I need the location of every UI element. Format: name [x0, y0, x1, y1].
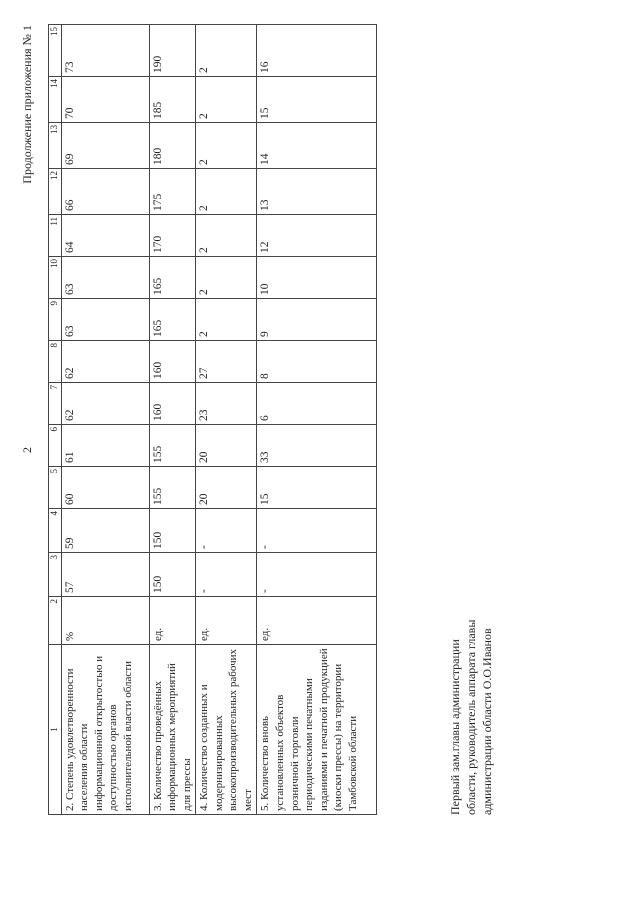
column-number: 10 [49, 257, 62, 299]
indicator-value: 59 [61, 509, 149, 553]
column-number-row [49, 25, 62, 815]
indicator-value: 185 [149, 77, 196, 123]
page-number: 2 [20, 447, 34, 453]
indicator-value: 190 [149, 25, 196, 77]
table-row [149, 25, 196, 815]
indicator-unit: ед. [196, 597, 257, 645]
indicator-value: 16 [257, 25, 377, 77]
column-number: 11 [49, 215, 62, 257]
indicator-unit: ед. [257, 597, 377, 645]
indicator-value: 155 [149, 467, 196, 509]
indicator-value: 66 [61, 169, 149, 215]
indicator-value: 2 [196, 77, 257, 123]
indicator-value: 27 [196, 341, 257, 383]
indicator-value: 6 [257, 383, 377, 425]
indicator-value: 8 [257, 341, 377, 383]
indicator-value: 2 [196, 123, 257, 169]
signature-block [448, 335, 495, 815]
column-number: 13 [49, 123, 62, 169]
indicator-value: 64 [61, 215, 149, 257]
indicator-value: 62 [61, 341, 149, 383]
signature-line: Первый зам.главы администрации [448, 639, 462, 815]
indicator-value: 73 [61, 25, 149, 77]
indicator-value: 13 [257, 169, 377, 215]
table-row [257, 25, 377, 815]
indicator-value: 2 [196, 25, 257, 77]
indicator-value: 14 [257, 123, 377, 169]
indicator-unit: ед. [149, 597, 196, 645]
column-number: 3 [49, 553, 62, 597]
indicator-value: 2 [196, 169, 257, 215]
indicator-value: 23 [196, 383, 257, 425]
indicator-value: 12 [257, 215, 377, 257]
indicator-value: 20 [196, 425, 257, 467]
indicators-table [48, 24, 377, 815]
indicator-value: 175 [149, 169, 196, 215]
indicator-name: 4. Количество созданных и модернизированных высокопроизводительных рабочих мест [196, 645, 257, 815]
indicator-value: - [257, 509, 377, 553]
column-number: 8 [49, 341, 62, 383]
indicator-value: 2 [196, 215, 257, 257]
indicator-value: 160 [149, 383, 196, 425]
indicator-value: 10 [257, 257, 377, 299]
indicator-value: 9 [257, 299, 377, 341]
indicator-value: - [196, 509, 257, 553]
column-number: 2 [49, 597, 62, 645]
indicator-value: 62 [61, 383, 149, 425]
indicator-name: 2. Степень удовлетворенности населения области информационной открытостью и доступностью органов исполнительной власти области [61, 645, 149, 815]
indicator-value: 165 [149, 299, 196, 341]
signature-line: области, руководитель аппарата главы [463, 619, 478, 815]
appendix-heading: Продолжение приложения № 1 [20, 25, 34, 184]
indicator-value: 150 [149, 553, 196, 597]
column-number: 15 [49, 25, 62, 77]
indicator-value: 160 [149, 341, 196, 383]
indicator-value: 61 [61, 425, 149, 467]
indicator-value: 170 [149, 215, 196, 257]
indicator-value: 57 [61, 553, 149, 597]
table-row [61, 25, 149, 815]
column-number: 7 [49, 383, 62, 425]
column-number: 9 [49, 299, 62, 341]
indicator-unit: % [61, 597, 149, 645]
indicator-value: 2 [196, 257, 257, 299]
indicator-value: 165 [149, 257, 196, 299]
indicator-value: 63 [61, 257, 149, 299]
indicator-value: 70 [61, 77, 149, 123]
indicator-name: 3. Количество проведённых информационных мероприятий для прессы [149, 645, 196, 815]
indicator-value: 20 [196, 467, 257, 509]
table-row [196, 25, 257, 815]
column-number: 6 [49, 425, 62, 467]
indicator-value: 33 [257, 425, 377, 467]
signature-line: администрации области О.О.Иванов [479, 628, 494, 815]
column-number: 14 [49, 77, 62, 123]
indicator-value: 180 [149, 123, 196, 169]
indicator-name: 5. Количество вновь установленных объектов розничной торговли периодическими печатными изданиями и печатной продукцией (киоски прессы) на территории Тамбовской области [257, 645, 377, 815]
column-number: 1 [49, 645, 62, 815]
rotated-page [20, 25, 620, 855]
indicator-value: - [257, 553, 377, 597]
column-number: 4 [49, 509, 62, 553]
indicator-value: - [196, 553, 257, 597]
indicator-value: 15 [257, 467, 377, 509]
indicator-value: 150 [149, 509, 196, 553]
indicator-value: 69 [61, 123, 149, 169]
indicator-value: 155 [149, 425, 196, 467]
column-number: 12 [49, 169, 62, 215]
indicator-value: 63 [61, 299, 149, 341]
indicator-value: 60 [61, 467, 149, 509]
column-number: 5 [49, 467, 62, 509]
indicator-value: 15 [257, 77, 377, 123]
indicator-value: 2 [196, 299, 257, 341]
